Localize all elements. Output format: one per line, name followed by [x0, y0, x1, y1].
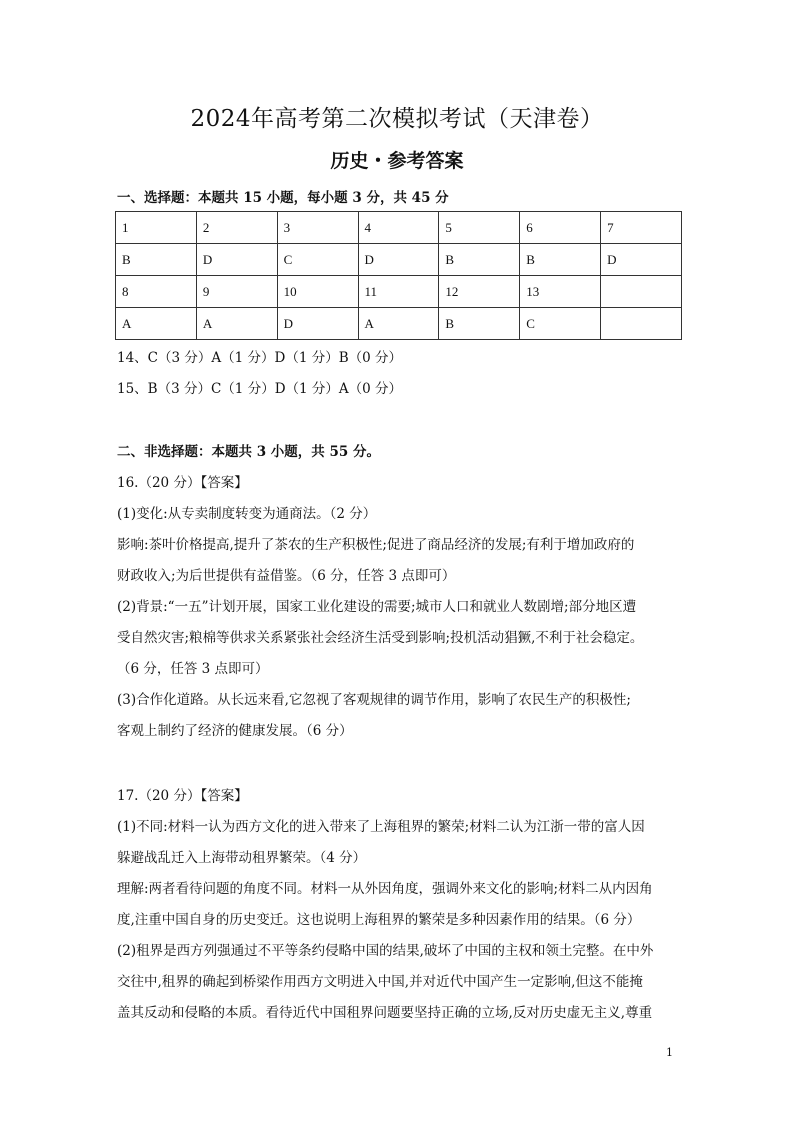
table-row — [116, 308, 682, 340]
table-cell: 2 — [196, 212, 277, 244]
table-cell: 9 — [196, 276, 277, 308]
q17-line: (2)租界是西方列强通过不平等条约侵略中国的结果,破坏了中国的主权和领土完整。在中外 — [117, 943, 654, 959]
q16-heading: 16.（20 分）【答案】 — [117, 475, 248, 491]
table-cell — [601, 276, 682, 308]
table-cell: C — [277, 244, 358, 276]
table-cell: 6 — [520, 212, 601, 244]
answer-q14: 14、C（3 分）A（1 分）D（1 分）B（0 分） — [117, 350, 403, 366]
q17-line: 交往中,租界的确起到桥梁作用西方文明进入中国,并对近代中国产生一定影响,但这不能掩 — [117, 974, 643, 990]
table-cell: D — [277, 308, 358, 340]
page-number: 1 — [666, 1046, 673, 1059]
section-1-heading: 一、选择题：本题共 15 小题，每小题 3 分，共 45 分 — [117, 190, 449, 206]
table-cell: B — [439, 244, 520, 276]
q16-line: 财政收入;为后世提供有益借鉴。（6 分，任答 3 点即可） — [117, 568, 456, 584]
table-cell: B — [116, 244, 197, 276]
table-cell: A — [116, 308, 197, 340]
table-cell: D — [196, 244, 277, 276]
table-cell: C — [520, 308, 601, 340]
table-cell: A — [358, 308, 439, 340]
q16-line: （6 分，任答 3 点即可） — [117, 661, 269, 677]
q17-line: 理解:两者看待问题的角度不同。材料一从外因角度，强调外来文化的影响;材料二从内因角 — [117, 881, 653, 897]
table-row — [116, 276, 682, 308]
answer-table — [115, 211, 682, 340]
q16-line: 受自然灾害;粮棉等供求关系紧张社会经济生活受到影响;投机活动猖獗,不利于社会稳定。 — [117, 630, 644, 646]
table-cell: D — [601, 244, 682, 276]
table-cell: 12 — [439, 276, 520, 308]
table-cell: 7 — [601, 212, 682, 244]
table-cell: 4 — [358, 212, 439, 244]
table-cell: 11 — [358, 276, 439, 308]
answer-q15: 15、B（3 分）C（1 分）D（1 分）A（0 分） — [117, 381, 403, 397]
q17-line: 躲避战乱迁入上海带动租界繁荣。（4 分） — [117, 850, 367, 866]
section-2-heading: 二、非选择题：本题共 3 小题，共 55 分。 — [117, 444, 380, 460]
table-cell: D — [358, 244, 439, 276]
table-cell: B — [439, 308, 520, 340]
table-cell: 1 — [116, 212, 197, 244]
q17-line: 盖其反动和侵略的本质。看待近代中国租界问题要坚持正确的立场,反对历史虚无主义,尊重 — [117, 1005, 653, 1021]
q16-line: 影响:茶叶价格提高,提升了茶农的生产积极性;促进了商品经济的发展;有利于增加政府的 — [117, 537, 635, 553]
table-cell: 13 — [520, 276, 601, 308]
q17-heading: 17.（20 分）【答案】 — [117, 788, 248, 804]
page-subtitle: 历史・参考答案 — [330, 150, 464, 172]
q16-line: (2)背景:“一五”计划开展，国家工业化建设的需要;城市人口和就业人数剧增;部分地区遭 — [117, 599, 637, 615]
q17-line: (1)不同:材料一认为西方文化的进入带来了上海租界的繁荣;材料二认为江浙一带的富人因 — [117, 819, 645, 835]
q16-line: (1)变化:从专卖制度转变为通商法。（2 分） — [117, 506, 377, 522]
q16-line: 客观上制约了经济的健康发展。（6 分） — [117, 723, 353, 739]
page-title: 2024年高考第二次模拟考试（天津卷） — [190, 106, 604, 132]
table-cell — [601, 308, 682, 340]
table-cell: B — [520, 244, 601, 276]
table-cell: 10 — [277, 276, 358, 308]
table-row — [116, 244, 682, 276]
table-row — [116, 212, 682, 244]
table-cell: A — [196, 308, 277, 340]
table-cell: 8 — [116, 276, 197, 308]
q16-line: (3)合作化道路。从长远来看,它忽视了客观规律的调节作用，影响了农民生产的积极性; — [117, 692, 631, 708]
table-cell: 3 — [277, 212, 358, 244]
q17-line: 度,注重中国自身的历史变迁。这也说明上海租界的繁荣是多种因素作用的结果。（6 分） — [117, 912, 641, 928]
table-cell: 5 — [439, 212, 520, 244]
